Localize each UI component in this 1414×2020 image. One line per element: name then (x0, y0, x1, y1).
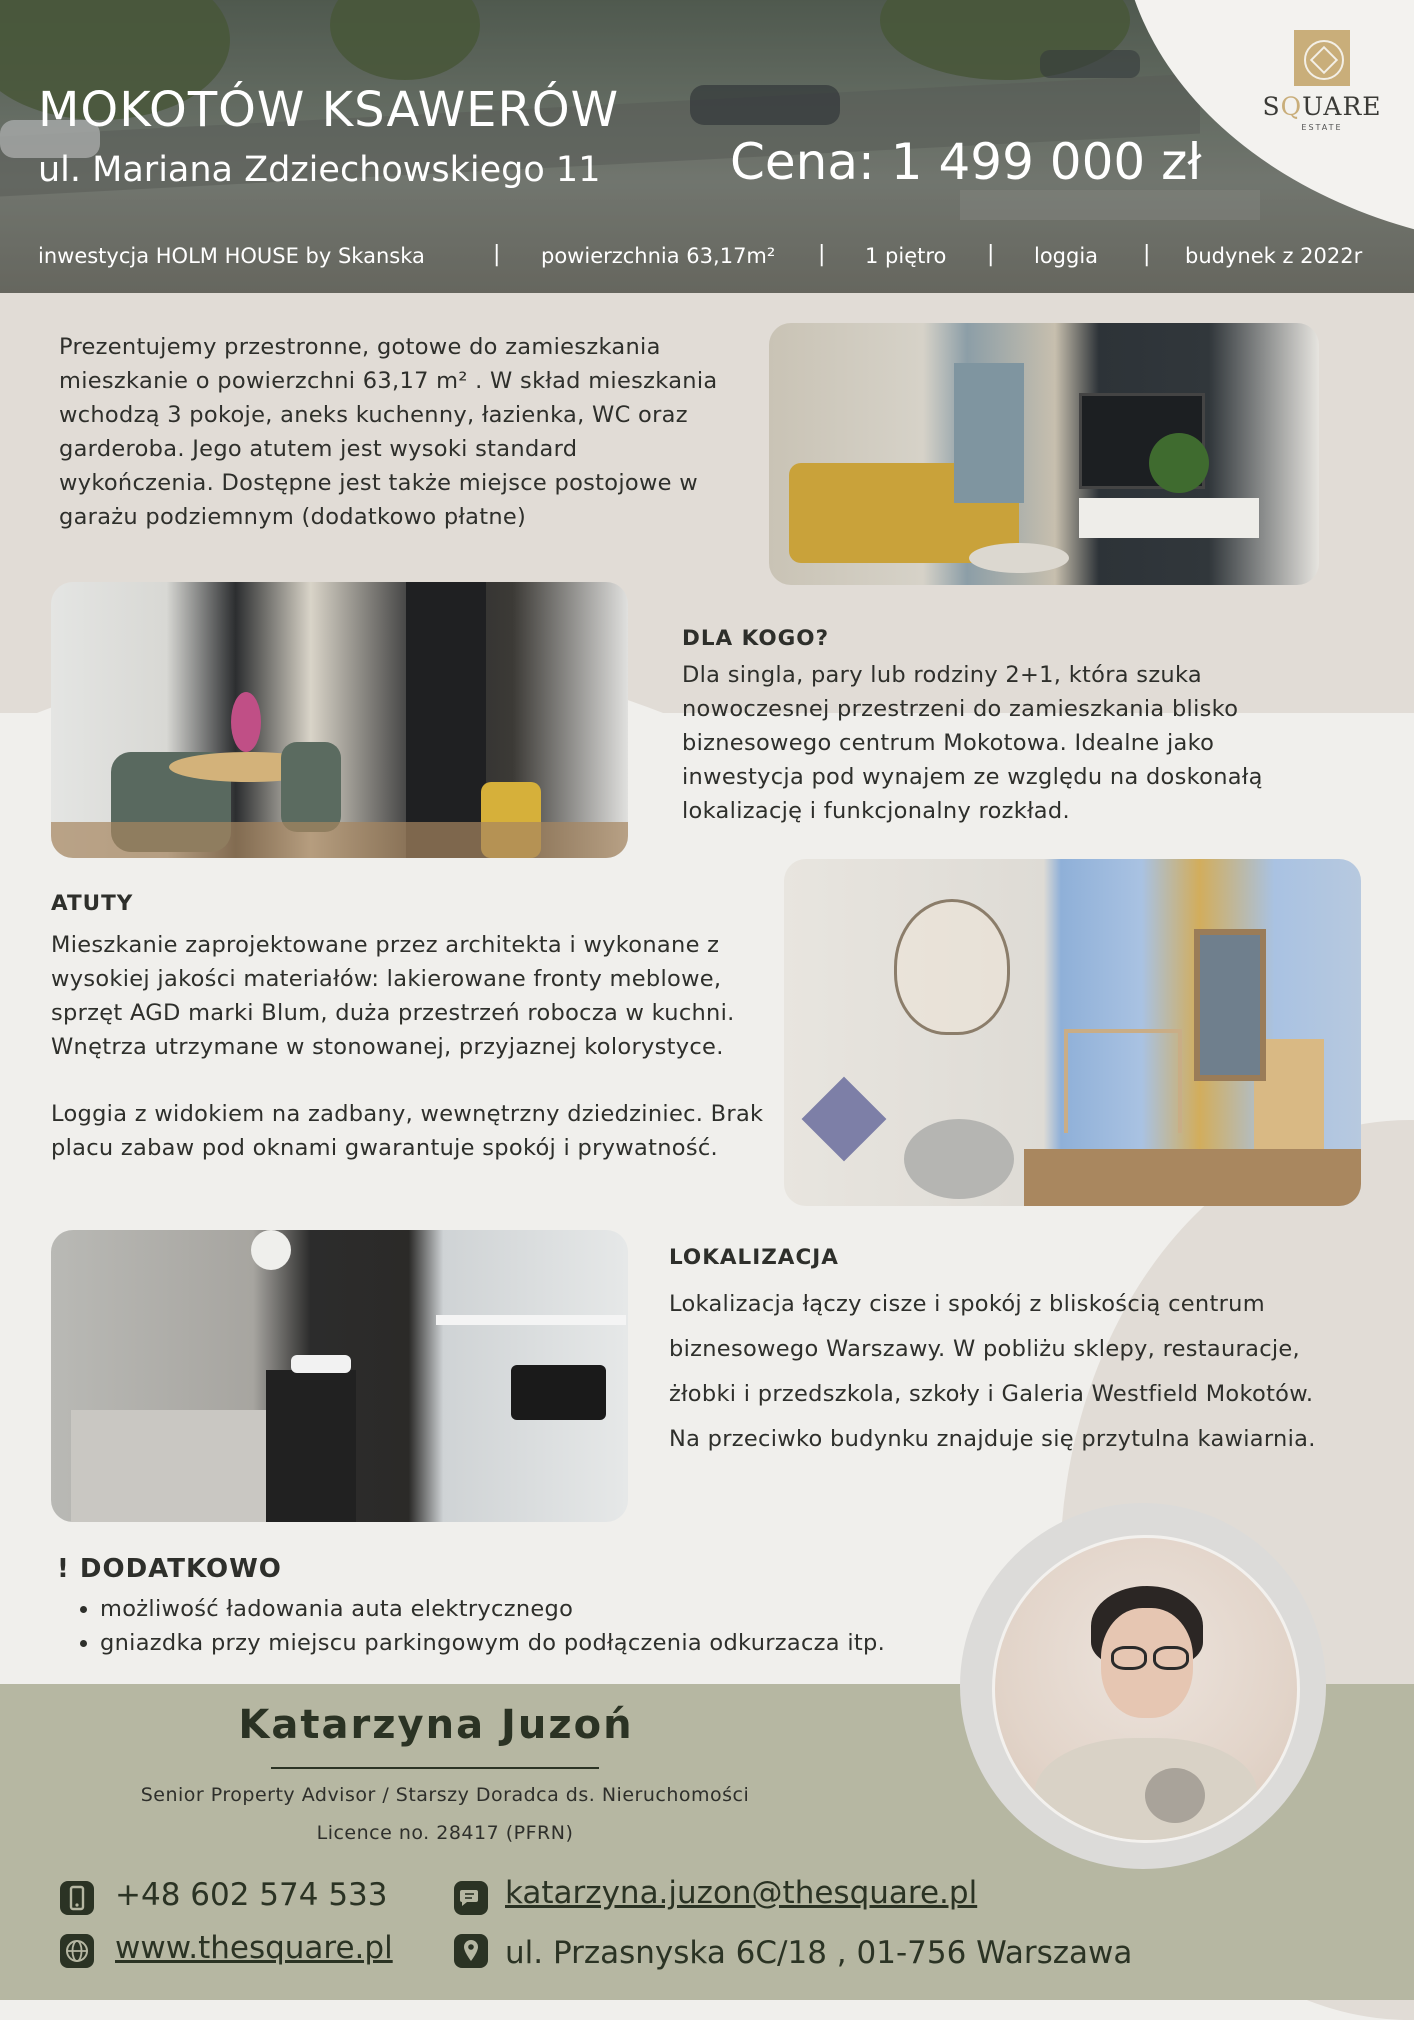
bathroom-photo (51, 1230, 628, 1522)
website-link[interactable]: www.thesquare.pl (115, 1930, 393, 1966)
feature-area: powierzchnia 63,17m² (541, 244, 776, 268)
phone-number[interactable]: +48 602 574 533 (115, 1877, 388, 1913)
email-link[interactable]: katarzyna.juzon@thesquare.pl (505, 1875, 978, 1911)
extras-list (68, 1592, 885, 1660)
kitchen-photo (51, 582, 628, 858)
list-item: • możliwość ładowania auta elektrycznego (100, 1592, 885, 1626)
logo-subtext: ESTATE (1301, 123, 1343, 132)
logo-text: SQUARE (1262, 92, 1382, 121)
living-room-photo (769, 323, 1319, 585)
feature-investment: inwestycja HOLM HOUSE by Skanska (38, 244, 425, 268)
for-whom-text: Dla singla, pary lub rodziny 2+1, która szuka nowoczesnej przestrzeni do zamieszkania blisko biznesowego centrum Mokotowa. Idealne jako inwestycja pod wynajem ze względu na doskonałą lokalizację i funkcjonalny rozkład. (682, 662, 1263, 824)
name-divider (271, 1767, 599, 1769)
agent-licence: Licence no. 28417 (PFRN) (316, 1822, 574, 1844)
extras-heading: ! DODATKOWO (57, 1554, 282, 1584)
phone-icon (60, 1881, 94, 1915)
chat-icon (454, 1881, 488, 1915)
feature-separator: | (818, 242, 826, 267)
agent-role: Senior Property Advisor / Starszy Doradca ds. Nieruchomości (140, 1784, 750, 1806)
listing-address: ul. Mariana Zdziechowskiego 11 (38, 150, 601, 190)
advantages-heading: ATUTY (51, 891, 134, 916)
listing-title: MOKOTÓW KSAWERÓW (38, 82, 620, 138)
agent-portrait (992, 1535, 1300, 1843)
list-item: • gniazdka przy miejscu parkingowym do podłączenia odkurzacza itp. (100, 1626, 885, 1660)
loggia-text: Loggia z widokiem na zadbany, wewnętrzny dziedziniec. Brak placu zabaw pod oknami gwarantuje spokój i prywatność. (51, 1101, 764, 1161)
company-logo (1262, 30, 1382, 132)
feature-floor: 1 piętro (865, 244, 947, 268)
globe-icon (60, 1934, 94, 1968)
location-heading: LOKALIZACJA (669, 1245, 839, 1270)
intro-text: Prezentujemy przestronne, gotowe do zamieszkania mieszkanie o powierzchni 63,17 m² . W skład mieszkania wchodzą 3 pokoje, aneks kuchenny, łazienka, WC oraz garderoba. Jego atutem jest wysoki standard wykończenia. Dostępne jest także miejsce postojowe w garażu podziemnym (dodatkowo płatne) (59, 334, 718, 530)
location-text: Lokalizacja łączy cisze i spokój z bliskością centrum biznesowego Warszawy. W pobliżu sklepy, restauracje, żłobki i przedszkola, szkoły i Galeria Westfield Mokotów. Na przeciwko budynku znajduje się przytulna kawiarnia. (669, 1291, 1316, 1452)
listing-price: Cena: 1 499 000 zł (730, 133, 1202, 191)
feature-loggia: loggia (1034, 244, 1099, 268)
for-whom-heading: DLA KOGO? (682, 626, 830, 651)
kids-room-photo (784, 859, 1361, 1206)
office-address: ul. Przasnyska 6C/18 , 01-756 Warszawa (505, 1935, 1133, 1971)
feature-separator: | (987, 242, 995, 267)
location-pin-icon (454, 1934, 488, 1968)
agent-name: Katarzyna Juzoń (238, 1702, 634, 1748)
logo-mark-icon (1294, 30, 1350, 86)
feature-separator: | (1143, 242, 1151, 267)
feature-year: budynek z 2022r (1185, 244, 1363, 268)
feature-separator: | (493, 242, 501, 267)
advantages-text: Mieszkanie zaprojektowane przez architekta i wykonane z wysokiej jakości materiałów: lakierowane fronty meblowe, sprzęt AGD marki Blum, duża przestrzeń robocza w kuchni. Wnętrza utrzymane w stonowanej, przyjaznej kolorystyce. (51, 932, 735, 1060)
